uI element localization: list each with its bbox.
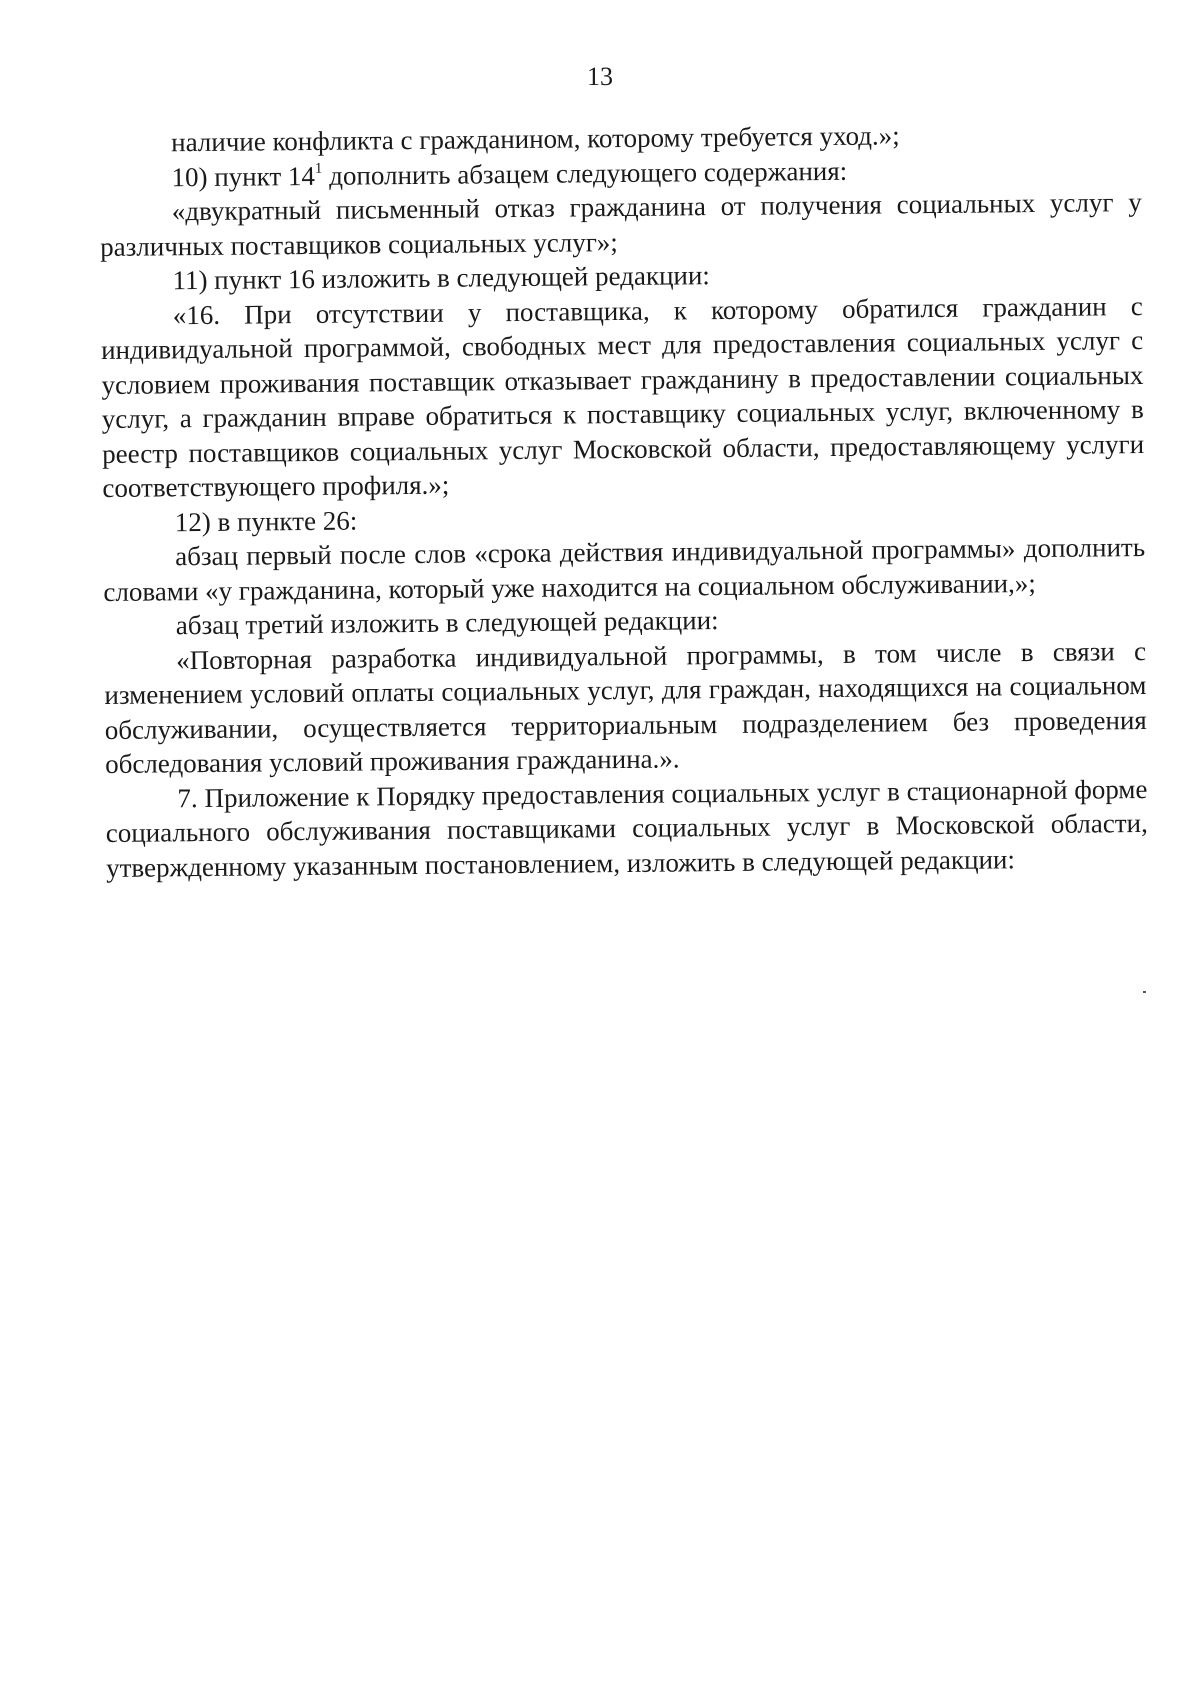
page-number: 13 [587,62,613,91]
paragraph-first-abzac: абзац первый после слов «срока действия индивидуальной программы» дополнить словами «у гражданина, который уже находится на социальном обслуживании,»; [103,531,1146,607]
paragraph-item-11: 11) пункт 16 изложить в следующей редакции: [172,260,710,296]
paragraph-section-7: 7. Приложение к Порядку предоставления социальных услуг в стационарной форме социального обслуживания поставщиками социальных услуг в Московской области, утвержденному указанным постановлением, изложить в следующей редакции: [105,773,1148,883]
superscript-index: 1 [314,160,323,177]
item-10-prefix: 10) пункт 14 [171,160,316,192]
paragraph-double-refusal: «двукратный письменный отказ гражданина от получения социальных услуг у различных поставщиков социальных услуг»; [100,186,1142,262]
document-body [99,116,1148,885]
paragraph-conflict: наличие конфликта с гражданином, которому требуется уход.»; [171,120,900,158]
item-10-suffix: дополнить абзацем следующего содержания: [322,155,848,191]
paragraph-clause-16: «16. При отсутствии у поставщика, к которому обратился гражданин с индивидуальной программой, свободных мест для предоставления социальных услуг с условием проживания поставщик отказывает гражданину в предоставлении социальных услуг, а гражданин вправе обратиться к поставщику социальных услуг, включенному в реестр поставщиков социальных услуг Московской области, предоставляющему услуги соответствующего профиля.»; [101,290,1145,503]
paragraph-item-12: 12) в пункте 26: [174,505,358,537]
paragraph-repeat-development: «Повторная разработка индивидуальной программы, в том числе в связи с изменением условий оплаты социальных услуг, для граждан, находящихся на социальном обслуживании, осуществляется территориальным подразделением без проведения обследования условий проживания гражданина.». [104,635,1147,779]
paragraph-third-abzac: абзац третий изложить в следующей редакции: [175,605,719,641]
scan-speck [1143,991,1146,993]
